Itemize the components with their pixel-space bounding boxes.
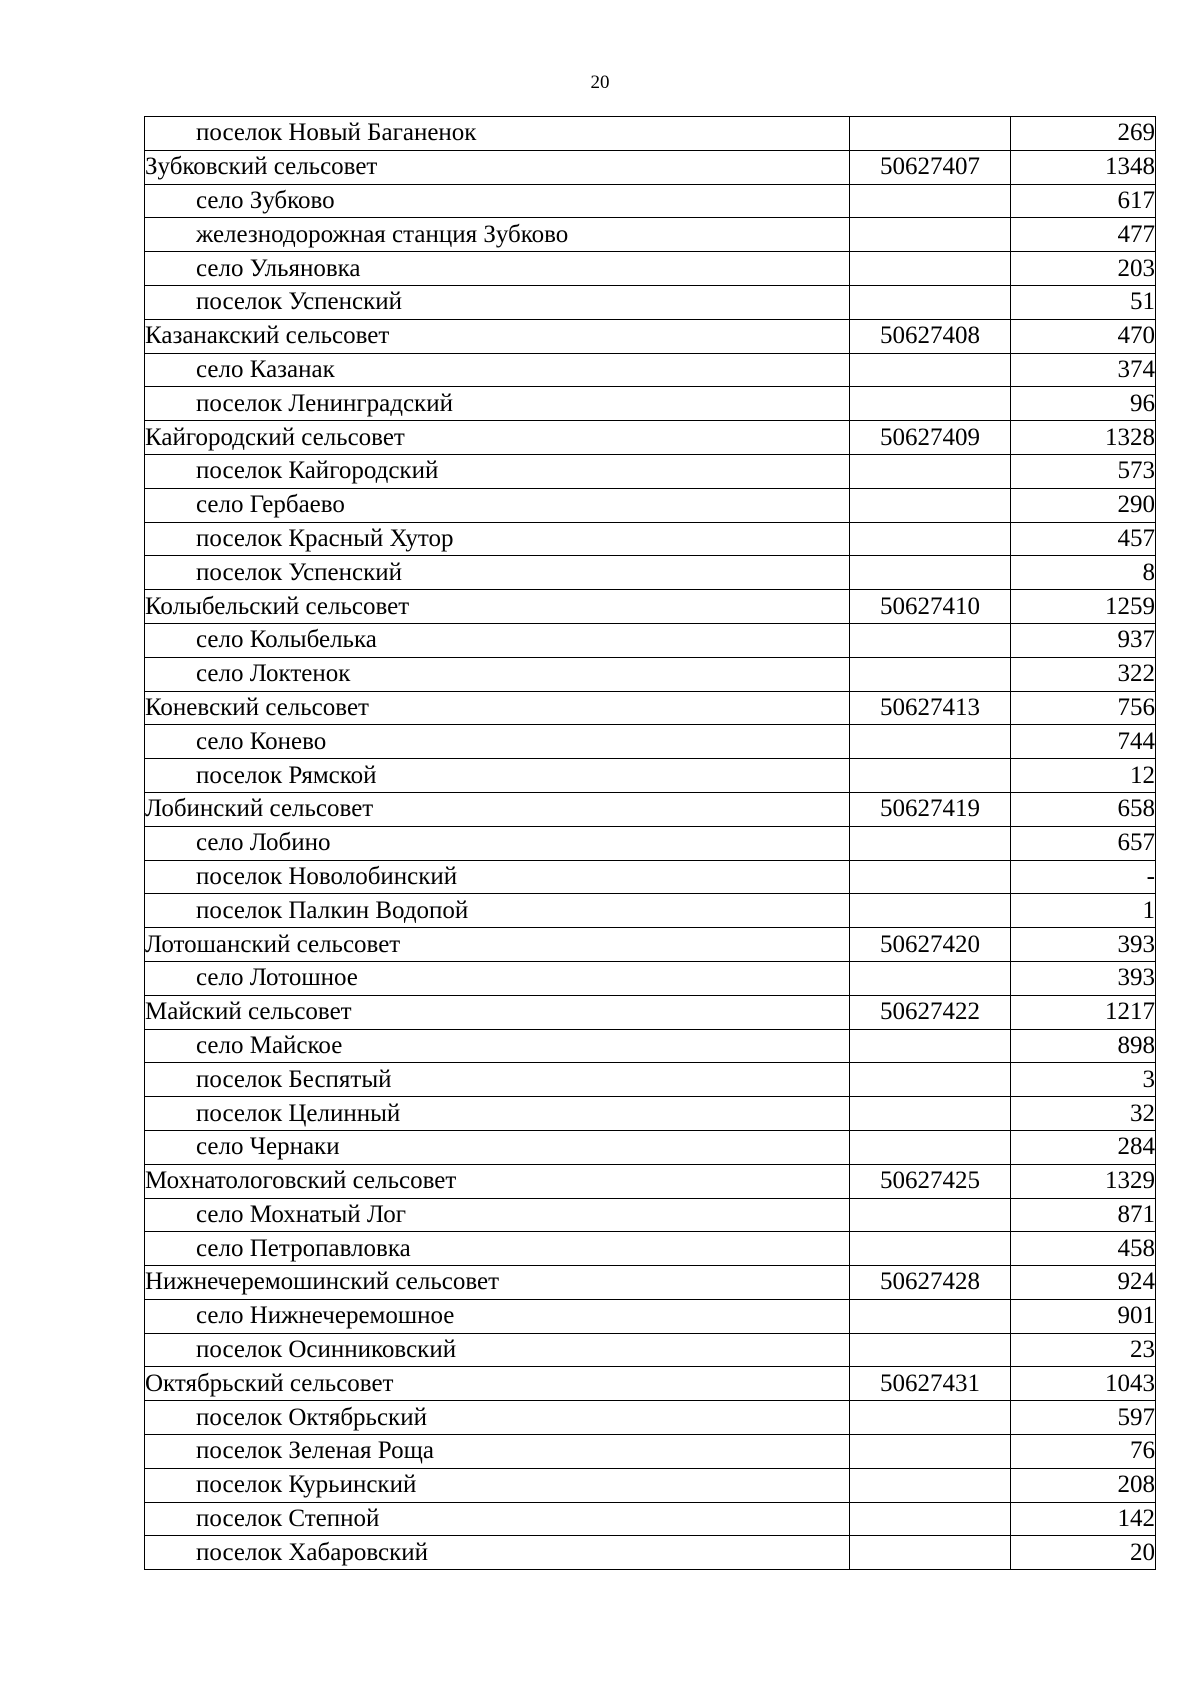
- population-cell: 96: [1011, 387, 1156, 421]
- population-cell: 457: [1011, 522, 1156, 556]
- oktmo-code-cell: 50627425: [850, 1164, 1011, 1198]
- settlement-row: [145, 1130, 1156, 1164]
- council-row: [145, 1367, 1156, 1401]
- settlements-table: [144, 116, 1156, 1570]
- oktmo-code-cell: 50627413: [850, 691, 1011, 725]
- settlement-name-cell: поселок Осинниковский: [145, 1333, 850, 1367]
- settlement-name-cell: Зубковский сельсовет: [145, 150, 850, 184]
- population-cell: 23: [1011, 1333, 1156, 1367]
- oktmo-code-cell: [850, 759, 1011, 793]
- oktmo-code-cell: [850, 454, 1011, 488]
- settlement-name-cell: поселок Кайгородский: [145, 454, 850, 488]
- population-cell: 269: [1011, 117, 1156, 151]
- population-cell: 470: [1011, 319, 1156, 353]
- council-row: [145, 590, 1156, 624]
- council-row: [145, 319, 1156, 353]
- oktmo-code-cell: [850, 353, 1011, 387]
- population-cell: 924: [1011, 1266, 1156, 1300]
- population-cell: 1259: [1011, 590, 1156, 624]
- settlement-row: [145, 759, 1156, 793]
- settlement-row: [145, 218, 1156, 252]
- settlement-name-cell: село Казанак: [145, 353, 850, 387]
- oktmo-code-cell: [850, 894, 1011, 928]
- council-row: [145, 1266, 1156, 1300]
- oktmo-code-cell: [850, 725, 1011, 759]
- council-row: [145, 150, 1156, 184]
- oktmo-code-cell: [850, 1299, 1011, 1333]
- population-cell: 1329: [1011, 1164, 1156, 1198]
- population-cell: 322: [1011, 657, 1156, 691]
- population-cell: 871: [1011, 1198, 1156, 1232]
- settlement-name-cell: село Локтенок: [145, 657, 850, 691]
- council-row: [145, 995, 1156, 1029]
- population-cell: 32: [1011, 1097, 1156, 1131]
- settlement-name-cell: Мохнатологовский сельсовет: [145, 1164, 850, 1198]
- population-cell: 898: [1011, 1029, 1156, 1063]
- settlement-name-cell: село Лобино: [145, 826, 850, 860]
- settlement-row: [145, 657, 1156, 691]
- population-cell: 573: [1011, 454, 1156, 488]
- settlement-name-cell: Кайгородский сельсовет: [145, 421, 850, 455]
- settlement-name-cell: Майский сельсовет: [145, 995, 850, 1029]
- population-cell: 51: [1011, 285, 1156, 319]
- population-cell: 393: [1011, 928, 1156, 962]
- settlement-row: [145, 1198, 1156, 1232]
- settlement-name-cell: село Гербаево: [145, 488, 850, 522]
- settlement-name-cell: село Майское: [145, 1029, 850, 1063]
- oktmo-code-cell: [850, 1130, 1011, 1164]
- oktmo-code-cell: [850, 285, 1011, 319]
- settlement-row: [145, 725, 1156, 759]
- settlement-name-cell: Нижнечеремошинский сельсовет: [145, 1266, 850, 1300]
- settlement-row: [145, 117, 1156, 151]
- council-row: [145, 1164, 1156, 1198]
- settlement-row: [145, 1401, 1156, 1435]
- population-cell: 1: [1011, 894, 1156, 928]
- settlement-row: [145, 1502, 1156, 1536]
- settlement-name-cell: железнодорожная станция Зубково: [145, 218, 850, 252]
- settlement-name-cell: поселок Курьинский: [145, 1468, 850, 1502]
- settlement-name-cell: село Петропавловка: [145, 1232, 850, 1266]
- settlement-name-cell: Казанакский сельсовет: [145, 319, 850, 353]
- population-cell: 12: [1011, 759, 1156, 793]
- oktmo-code-cell: 50627420: [850, 928, 1011, 962]
- population-cell: 3: [1011, 1063, 1156, 1097]
- settlement-row: [145, 1536, 1156, 1570]
- oktmo-code-cell: [850, 1435, 1011, 1469]
- settlement-row: [145, 353, 1156, 387]
- oktmo-code-cell: [850, 1401, 1011, 1435]
- oktmo-code-cell: [850, 522, 1011, 556]
- oktmo-code-cell: [850, 218, 1011, 252]
- settlement-name-cell: Лотошанский сельсовет: [145, 928, 850, 962]
- settlement-name-cell: село Лотошное: [145, 961, 850, 995]
- oktmo-code-cell: [850, 1468, 1011, 1502]
- settlement-name-cell: село Конево: [145, 725, 850, 759]
- council-row: [145, 691, 1156, 725]
- settlement-name-cell: поселок Зеленая Роща: [145, 1435, 850, 1469]
- settlement-name-cell: Лобинский сельсовет: [145, 792, 850, 826]
- oktmo-code-cell: [850, 1063, 1011, 1097]
- settlement-name-cell: поселок Успенский: [145, 556, 850, 590]
- oktmo-code-cell: 50627422: [850, 995, 1011, 1029]
- settlement-row: [145, 252, 1156, 286]
- oktmo-code-cell: 50627431: [850, 1367, 1011, 1401]
- population-cell: 76: [1011, 1435, 1156, 1469]
- oktmo-code-cell: [850, 252, 1011, 286]
- oktmo-code-cell: [850, 623, 1011, 657]
- oktmo-code-cell: [850, 961, 1011, 995]
- population-cell: 142: [1011, 1502, 1156, 1536]
- settlement-row: [145, 1097, 1156, 1131]
- settlement-name-cell: село Чернаки: [145, 1130, 850, 1164]
- oktmo-code-cell: 50627428: [850, 1266, 1011, 1300]
- settlement-row: [145, 184, 1156, 218]
- settlement-name-cell: село Ульяновка: [145, 252, 850, 286]
- population-cell: 658: [1011, 792, 1156, 826]
- oktmo-code-cell: 50627408: [850, 319, 1011, 353]
- oktmo-code-cell: [850, 488, 1011, 522]
- oktmo-code-cell: 50627410: [850, 590, 1011, 624]
- oktmo-code-cell: [850, 1536, 1011, 1570]
- settlement-name-cell: поселок Беспятый: [145, 1063, 850, 1097]
- settlement-row: [145, 961, 1156, 995]
- settlement-row: [145, 1029, 1156, 1063]
- oktmo-code-cell: [850, 1232, 1011, 1266]
- settlement-name-cell: Коневский сельсовет: [145, 691, 850, 725]
- population-cell: 937: [1011, 623, 1156, 657]
- settlement-name-cell: село Нижнечеремошное: [145, 1299, 850, 1333]
- oktmo-code-cell: [850, 1198, 1011, 1232]
- population-cell: 374: [1011, 353, 1156, 387]
- settlement-name-cell: село Мохнатый Лог: [145, 1198, 850, 1232]
- council-row: [145, 792, 1156, 826]
- settlement-row: [145, 1063, 1156, 1097]
- settlement-name-cell: Октябрьский сельсовет: [145, 1367, 850, 1401]
- settlement-row: [145, 1435, 1156, 1469]
- population-cell: 901: [1011, 1299, 1156, 1333]
- settlement-name-cell: поселок Целинный: [145, 1097, 850, 1131]
- council-row: [145, 928, 1156, 962]
- oktmo-code-cell: [850, 387, 1011, 421]
- settlement-row: [145, 556, 1156, 590]
- settlement-name-cell: поселок Степной: [145, 1502, 850, 1536]
- population-cell: -: [1011, 860, 1156, 894]
- population-cell: 20: [1011, 1536, 1156, 1570]
- population-cell: 597: [1011, 1401, 1156, 1435]
- settlement-row: [145, 1333, 1156, 1367]
- settlement-row: [145, 387, 1156, 421]
- oktmo-code-cell: 50627409: [850, 421, 1011, 455]
- oktmo-code-cell: [850, 1029, 1011, 1063]
- settlement-name-cell: село Колыбелька: [145, 623, 850, 657]
- population-cell: 208: [1011, 1468, 1156, 1502]
- population-cell: 744: [1011, 725, 1156, 759]
- oktmo-code-cell: [850, 1333, 1011, 1367]
- settlement-row: [145, 488, 1156, 522]
- settlements-table-body: [145, 117, 1156, 1570]
- oktmo-code-cell: 50627407: [850, 150, 1011, 184]
- settlement-row: [145, 454, 1156, 488]
- settlement-row: [145, 860, 1156, 894]
- settlement-name-cell: поселок Новолобинский: [145, 860, 850, 894]
- population-cell: 657: [1011, 826, 1156, 860]
- population-cell: 284: [1011, 1130, 1156, 1164]
- population-cell: 477: [1011, 218, 1156, 252]
- oktmo-code-cell: [850, 1502, 1011, 1536]
- oktmo-code-cell: [850, 860, 1011, 894]
- population-cell: 1328: [1011, 421, 1156, 455]
- oktmo-code-cell: [850, 1097, 1011, 1131]
- page-number: 20: [590, 72, 610, 93]
- oktmo-code-cell: [850, 184, 1011, 218]
- oktmo-code-cell: 50627419: [850, 792, 1011, 826]
- oktmo-code-cell: [850, 556, 1011, 590]
- settlement-row: [145, 285, 1156, 319]
- oktmo-code-cell: [850, 117, 1011, 151]
- settlement-name-cell: поселок Палкин Водопой: [145, 894, 850, 928]
- population-cell: 290: [1011, 488, 1156, 522]
- population-cell: 1217: [1011, 995, 1156, 1029]
- settlement-name-cell: поселок Хабаровский: [145, 1536, 850, 1570]
- settlement-row: [145, 1468, 1156, 1502]
- settlement-row: [145, 1299, 1156, 1333]
- settlement-name-cell: поселок Красный Хутор: [145, 522, 850, 556]
- settlement-row: [145, 894, 1156, 928]
- settlement-name-cell: поселок Успенский: [145, 285, 850, 319]
- population-cell: 1348: [1011, 150, 1156, 184]
- settlement-name-cell: село Зубково: [145, 184, 850, 218]
- oktmo-code-cell: [850, 826, 1011, 860]
- population-cell: 393: [1011, 961, 1156, 995]
- settlement-name-cell: поселок Новый Баганенок: [145, 117, 850, 151]
- settlement-row: [145, 623, 1156, 657]
- population-cell: 1043: [1011, 1367, 1156, 1401]
- settlement-row: [145, 522, 1156, 556]
- population-cell: 617: [1011, 184, 1156, 218]
- population-cell: 203: [1011, 252, 1156, 286]
- settlement-name-cell: поселок Рямской: [145, 759, 850, 793]
- oktmo-code-cell: [850, 657, 1011, 691]
- council-row: [145, 421, 1156, 455]
- population-cell: 756: [1011, 691, 1156, 725]
- settlement-name-cell: поселок Октябрьский: [145, 1401, 850, 1435]
- settlement-row: [145, 826, 1156, 860]
- population-cell: 458: [1011, 1232, 1156, 1266]
- settlement-name-cell: Колыбельский сельсовет: [145, 590, 850, 624]
- settlement-row: [145, 1232, 1156, 1266]
- population-cell: 8: [1011, 556, 1156, 590]
- settlement-name-cell: поселок Ленинградский: [145, 387, 850, 421]
